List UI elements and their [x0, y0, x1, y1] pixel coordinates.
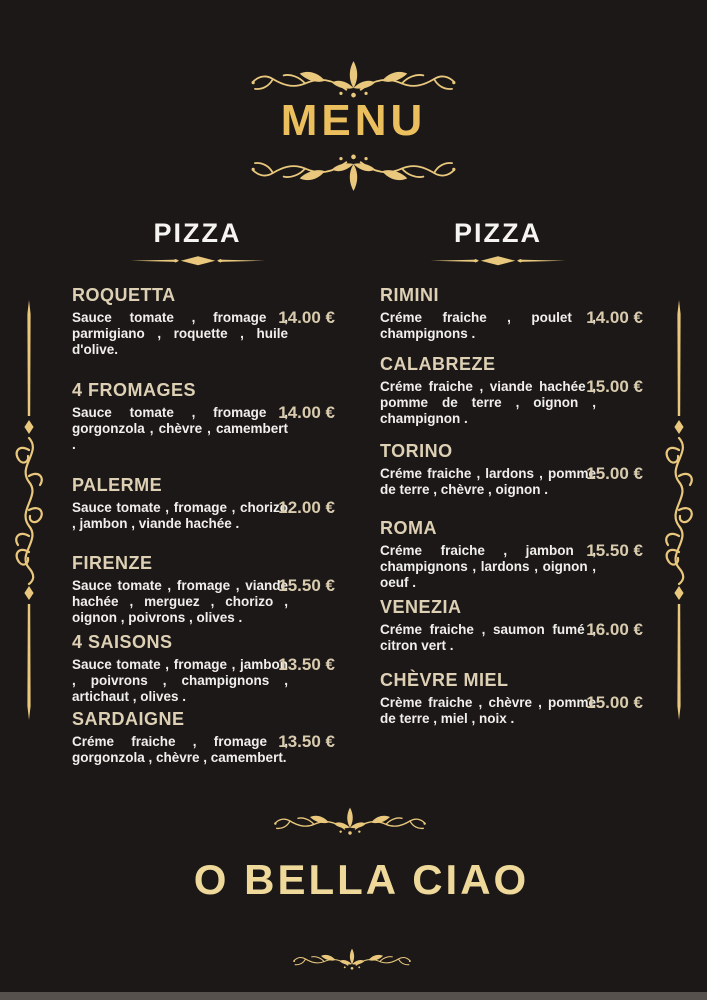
item-price: 14.00 €: [586, 308, 643, 327]
item-price: 14.00 €: [278, 403, 335, 422]
item-name: PALERME: [72, 475, 163, 495]
item-price: 15.00 €: [586, 693, 643, 712]
right-column-header: [360, 218, 636, 268]
item-name: VENEZIA: [380, 597, 462, 617]
menu-item-palerme: [72, 475, 335, 532]
left-items-column: [72, 285, 335, 766]
item-name: FIRENZE: [72, 553, 153, 573]
item-name: 4 FROMAGES: [72, 380, 197, 400]
left-column-header: [60, 218, 335, 268]
item-description: Crème fraiche , chèvre , pomme de terre , miel , noix .: [380, 695, 596, 726]
item-price: 13.50 €: [278, 732, 335, 751]
menu-item-firenze: [72, 553, 335, 626]
item-description: Sauce tomate , fromage , jambon , poivrons , champignons , artichaut , olives .: [72, 657, 288, 704]
menu-item-chevre-miel: [380, 670, 643, 727]
item-name: 4 SAISONS: [72, 632, 173, 652]
item-name: SARDAIGNE: [72, 709, 185, 729]
right-items-column: [380, 285, 643, 727]
item-description: Créme fraiche , viande hachée , pomme de terre , oignon , champignon .: [380, 379, 596, 426]
item-price: 15.50 €: [586, 541, 643, 560]
item-price: 13.50 €: [278, 655, 335, 674]
item-price: 15.00 €: [586, 377, 643, 396]
item-name: TORINO: [380, 441, 453, 461]
item-description: Créme fraiche , lardons , pomme de terre , chèvre , oignon .: [380, 466, 596, 497]
menu-item-calabreze: [380, 354, 643, 427]
item-description: Créme fraiche , fromage , gorgonzola , chèvre , camembert.: [72, 734, 288, 765]
right-heading-divider-icon: [429, 254, 567, 268]
menu-item-torino: [380, 441, 643, 498]
item-description: Créme fraiche , poulet , champignons .: [380, 310, 596, 341]
page-title: MENU: [280, 96, 427, 145]
menu-item-rimini: [380, 285, 643, 342]
item-description: Sauce tomate , fromage , chorizo , jambon , viande hachée .: [72, 500, 288, 531]
item-name: CALABREZE: [380, 354, 496, 374]
menu-item-roma: [380, 518, 643, 591]
menu-item-roquetta: [72, 285, 335, 358]
item-name: ROMA: [380, 518, 437, 538]
menu-item-4-fromages: [72, 380, 335, 453]
item-description: Créme fraiche , jambon , champignons , lardons , oignon , oeuf .: [380, 543, 596, 590]
right-border-ornament-icon: [664, 300, 694, 720]
footer-flourish-bottom-icon: [290, 944, 414, 974]
item-description: Sauce tomate , fromage , gorgonzola , chèvre , camembert .: [72, 405, 288, 452]
item-price: 14.00 €: [278, 308, 335, 327]
footer-flourish-top-icon: [270, 803, 430, 839]
menu-item-sardaigne: [72, 709, 335, 766]
restaurant-name: O BELLA CIAO: [193, 856, 530, 903]
item-name: RIMINI: [380, 285, 439, 305]
item-price: 16.00 €: [586, 620, 643, 639]
item-price: 15.00 €: [586, 464, 643, 483]
menu-item-4-saisons: [72, 632, 335, 705]
header-flourish-mirror-icon: [246, 150, 461, 196]
item-name: CHÈVRE MIEL: [380, 670, 509, 690]
item-description: Sauce tomate , fromage , viande hachée , merguez , chorizo , oignon , poivrons , olives .: [72, 578, 288, 625]
item-description: Créme fraiche , saumon fumé , citron vert .: [380, 622, 596, 653]
left-column-heading: PIZZA: [153, 218, 242, 248]
item-price: 15.50 €: [278, 576, 335, 595]
item-price: 12.00 €: [278, 498, 335, 517]
menu-item-venezia: [380, 597, 643, 654]
item-name: ROQUETTA: [72, 285, 176, 305]
right-column-heading: PIZZA: [454, 218, 542, 248]
left-heading-divider-icon: [129, 254, 267, 268]
left-border-ornament-icon: [14, 300, 44, 720]
item-description: Sauce tomate , fromage , parmigiano , roquette , huile d'olive.: [72, 310, 288, 357]
bottom-edge-band: [0, 992, 707, 1000]
